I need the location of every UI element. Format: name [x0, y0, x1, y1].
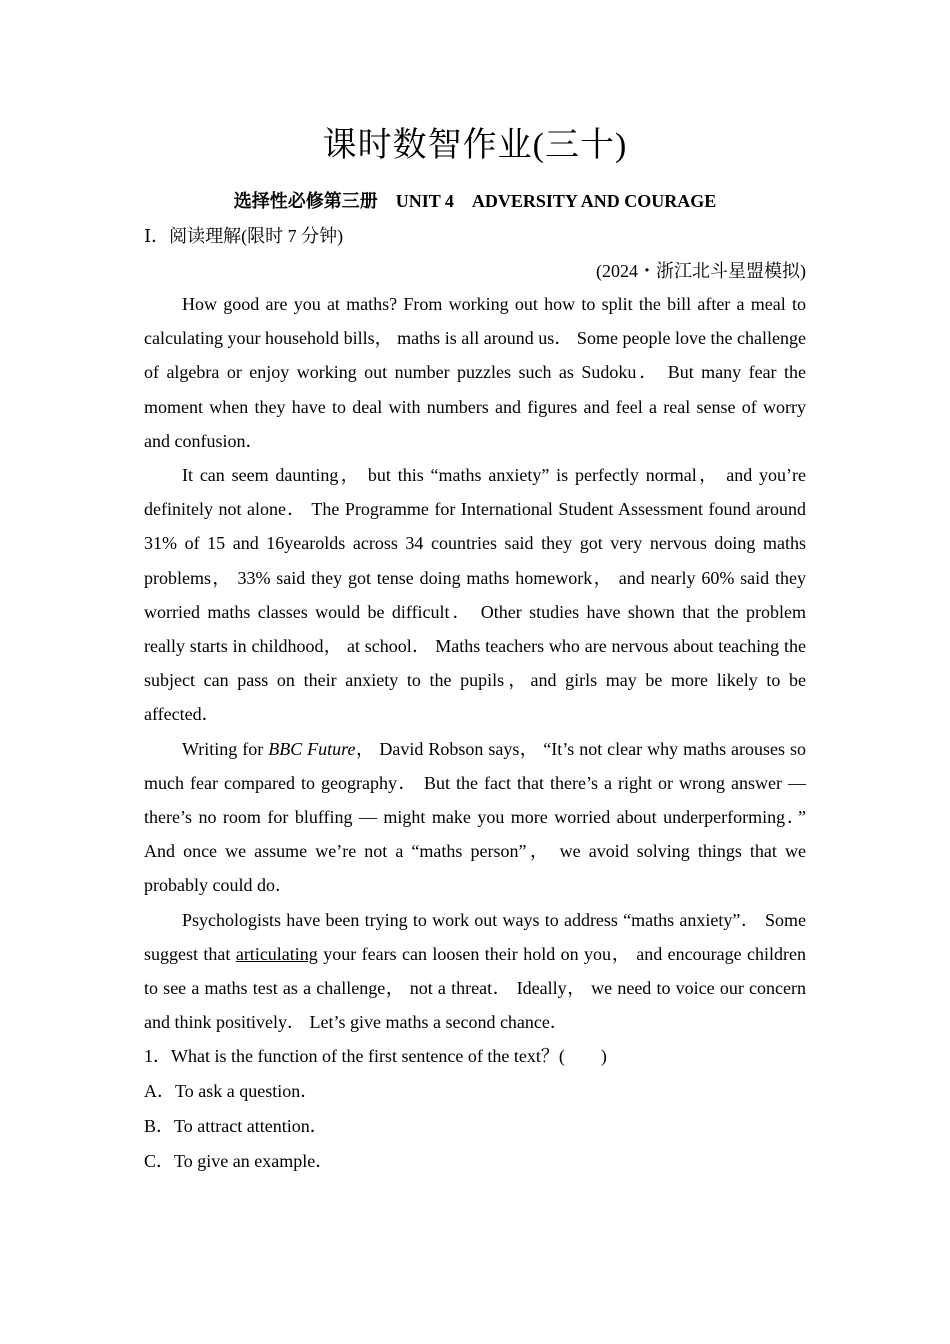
paragraph-3	[144, 732, 806, 903]
paragraph-3-start: Writing for	[182, 738, 269, 759]
paragraph-3-rest: ， David Robson says， “It’s not clear why maths arouses so much fear compared to geography． But the fact that there’s a right or wrong answer — there’s no room for bluffing — might make you more worried about underperforming．” And once we assume we’re not a “maths person”， we avoid solving things that we probably could do．	[144, 738, 806, 896]
option-c[interactable]: C．To give an example．	[144, 1151, 334, 1172]
unit-subtitle: 选择性必修第三册 UNIT 4 ADVERSITY AND COURAGE	[233, 191, 717, 211]
page-title: 课时数智作业(三十)	[322, 127, 628, 164]
paragraph-2: It can seem daunting， but this “maths anxiety” is perfectly normal， and you’re definitely not alone． The Programme for International Student Assessment found around 31% of 15 and 16yearolds across 34 countries said they got very nervous doing maths problems， 33% said they got tense doing maths homework， and nearly 60% said they worried maths classes would be difficult． Other studies have shown that the problem really starts in childhood， at school． Maths teachers who are nervous about teaching the subject can pass on their anxiety to the pupils，and girls may be more likely to be affected．	[144, 465, 806, 725]
reading-passage	[144, 287, 806, 1179]
paragraph-4	[144, 903, 806, 1040]
question-1-stem: 1．What is the function of the first sentence of the text？( )	[144, 1046, 607, 1067]
publication-name: BBC Future	[268, 738, 356, 759]
source-label: (2024・浙江北斗星盟模拟)	[596, 261, 806, 281]
underlined-word: articulating	[235, 943, 318, 964]
section-heading: Ⅰ．阅读理解(限时 7 分钟)	[144, 226, 344, 246]
paragraph-1: How good are you at maths? From working out how to split the bill after a meal to calculating your household bills， maths is all around us． Some people love the challenge of algebra or enjoy working out number puzzles such as Sudoku． But many fear the moment when they have to deal with numbers and figures and feel a real sense of worry and confusion．	[144, 294, 806, 451]
paragraph-4-rest: your fears can loosen their hold on you， and encourage children to see a maths test as a challenge， not a threat． Ideally， we need to voice our concern and think positively． Let’s give maths a second chance．	[144, 943, 807, 1033]
option-a[interactable]: A．To ask a question．	[144, 1081, 319, 1102]
option-b[interactable]: B．To attract attention．	[144, 1116, 328, 1137]
paragraph-4-start: Psychologists have been trying to work out ways to address “maths anxiety”． Some suggest that	[144, 909, 806, 964]
